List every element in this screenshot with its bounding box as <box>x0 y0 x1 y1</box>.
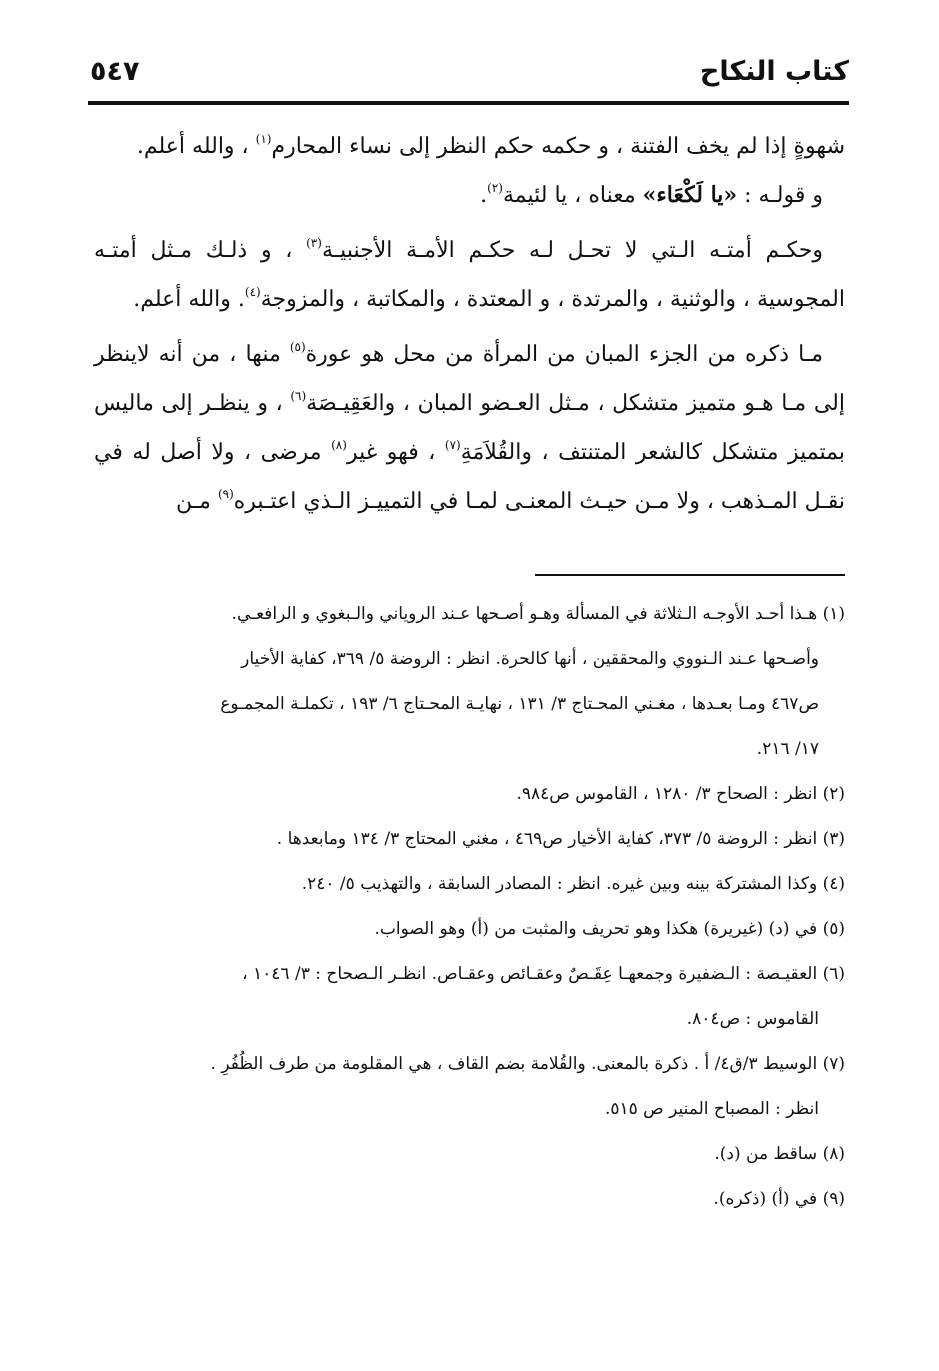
text-span: منها ، من أنه لاينظر إلى مـا هـو متميز متشكل ، مـثل العـضو المبان ، والعَقِيـصَة <box>94 342 845 416</box>
text-span: ، والله أعلم. <box>136 134 256 159</box>
text-span: ، و ذلـك مـثل أمتـه المجوسية ، والوثنية ، والمرتدة ، و المعتدة ، والمكاتبة ، والمزوجة <box>94 238 845 312</box>
text-span: مـن <box>175 489 218 514</box>
text-span: ، و ينظـر إلى ماليس بمتميز متشكل كالشعر المتنتف ، والقُلاَمَةِ <box>94 391 845 465</box>
footnote-ref-8[interactable]: (٨) <box>331 438 347 452</box>
footnote-7-cont: انظر : المصباح المنير ص ٥١٥. <box>604 1099 819 1119</box>
paragraph-2 <box>94 171 845 220</box>
footnote-3: (٣) انظر : الروضة ٥/ ٣٧٣، كفاية الأخيار ص٤٦٩ ، مغني المحتاج ٣/ ١٣٤ ومابعدها . <box>276 829 845 849</box>
chapter-title: كتاب النكاح <box>699 56 849 87</box>
footnote-6-cont: القاموس : ص٨٠٤. <box>686 1009 819 1029</box>
text-span: ، فهو غير <box>346 440 445 465</box>
footnote-1: (١) هـذا أحـد الأوجـه الـثلاثة في المسألة وهـو أصـحها عـند الروياني والـبغوي و الرافعـي. <box>231 604 845 624</box>
text-span: و قولـه : <box>737 183 823 208</box>
footnote-ref-2[interactable]: (٢) <box>487 181 503 195</box>
footnote-ref-5[interactable]: (٥) <box>289 340 306 354</box>
footnote-8: (٨) ساقط من (د). <box>714 1144 845 1164</box>
paragraph-3 <box>94 226 845 324</box>
running-header <box>90 52 849 92</box>
text-span: شهوةٍ إذا لم يخف الفتنة ، و حكمه حكم النظر إلى نساء المحارم <box>271 134 845 159</box>
footnote-ref-9[interactable]: (٩) <box>217 487 234 501</box>
quoted-term: «يا لَكْعَاء» <box>642 182 738 208</box>
text-span: مـا ذكره من الجزء المبان من المرأة من محل هو عورة <box>305 342 824 367</box>
footnote-1-cont: ١٧/ ٢١٦. <box>756 739 819 759</box>
footnote-ref-1[interactable]: (١) <box>255 132 272 146</box>
footnote-separator <box>535 574 845 576</box>
text-span: . والله أعلم. <box>133 287 245 312</box>
paragraph-1 <box>94 122 845 171</box>
footnote-2: (٢) انظر : الصحاح ٣/ ١٢٨٠ ، القاموس ص٩٨٤. <box>516 784 845 804</box>
header-rule <box>88 101 849 105</box>
text-span: مرضى ، ولا أصل له في نقـل المـذهب ، ولا مـن حيـث المعنـى لمـا في التمييـز الـذي اعتـبره <box>94 440 845 514</box>
main-text <box>94 122 845 526</box>
footnotes <box>94 592 845 1222</box>
page-number: ٥٤٧ <box>90 56 140 87</box>
footnote-7: (٧) الوسيط ٣/ق٤/ أ . ذكرة بالمعنى. والقُلامة بضم القاف ، هي المقلومة من طرف الظُفُرِ . <box>210 1054 845 1074</box>
footnote-4: (٤) وكذا المشتركة بينه وبين غيره. انظر : المصادر السابقة ، والتهذيب ٥/ ٢٤٠. <box>301 874 845 894</box>
footnote-9: (٩) في (أ) (ذكره). <box>713 1189 845 1209</box>
footnote-1-cont: وأصـحها عـند الـنووي والمحققين ، أنها كالحرة. انظر : الروضة ٥/ ٣٦٩، كفاية الأخيار <box>241 649 819 669</box>
footnote-ref-4[interactable]: (٤) <box>244 285 261 299</box>
text-span: وحكـم أمتـه الـتي لا تحـل لـه حكـم الأمـة الأجنبيـة <box>321 238 823 263</box>
footnote-6: (٦) العقيـصة : الـضفيرة وجمعهـا عِقَـصٌ وعقـائص وعقـاص. انظـر الـصحاح : ٣/ ١٠٤٦ ، <box>242 964 845 984</box>
footnote-ref-7[interactable]: (٧) <box>444 438 461 452</box>
footnote-ref-6[interactable]: (٦) <box>290 389 307 403</box>
text-span: . <box>480 183 488 208</box>
footnote-ref-3[interactable]: (٣) <box>306 236 322 250</box>
footnote-1-cont: ص٤٦٧ ومـا بعـدها ، مغـني المحـتاج ٣/ ١٣١ ، نهايـة المحـتاج ٦/ ١٩٣ ، تكملـة المجمـوع <box>220 694 819 714</box>
text-span: معناه ، يا لئيمة <box>502 183 643 208</box>
footnote-5: (٥) في (د) (غيريرة) هكذا وهو تحريف والمثبت من (أ) وهو الصواب. <box>374 919 845 939</box>
paragraph-4 <box>94 330 845 526</box>
